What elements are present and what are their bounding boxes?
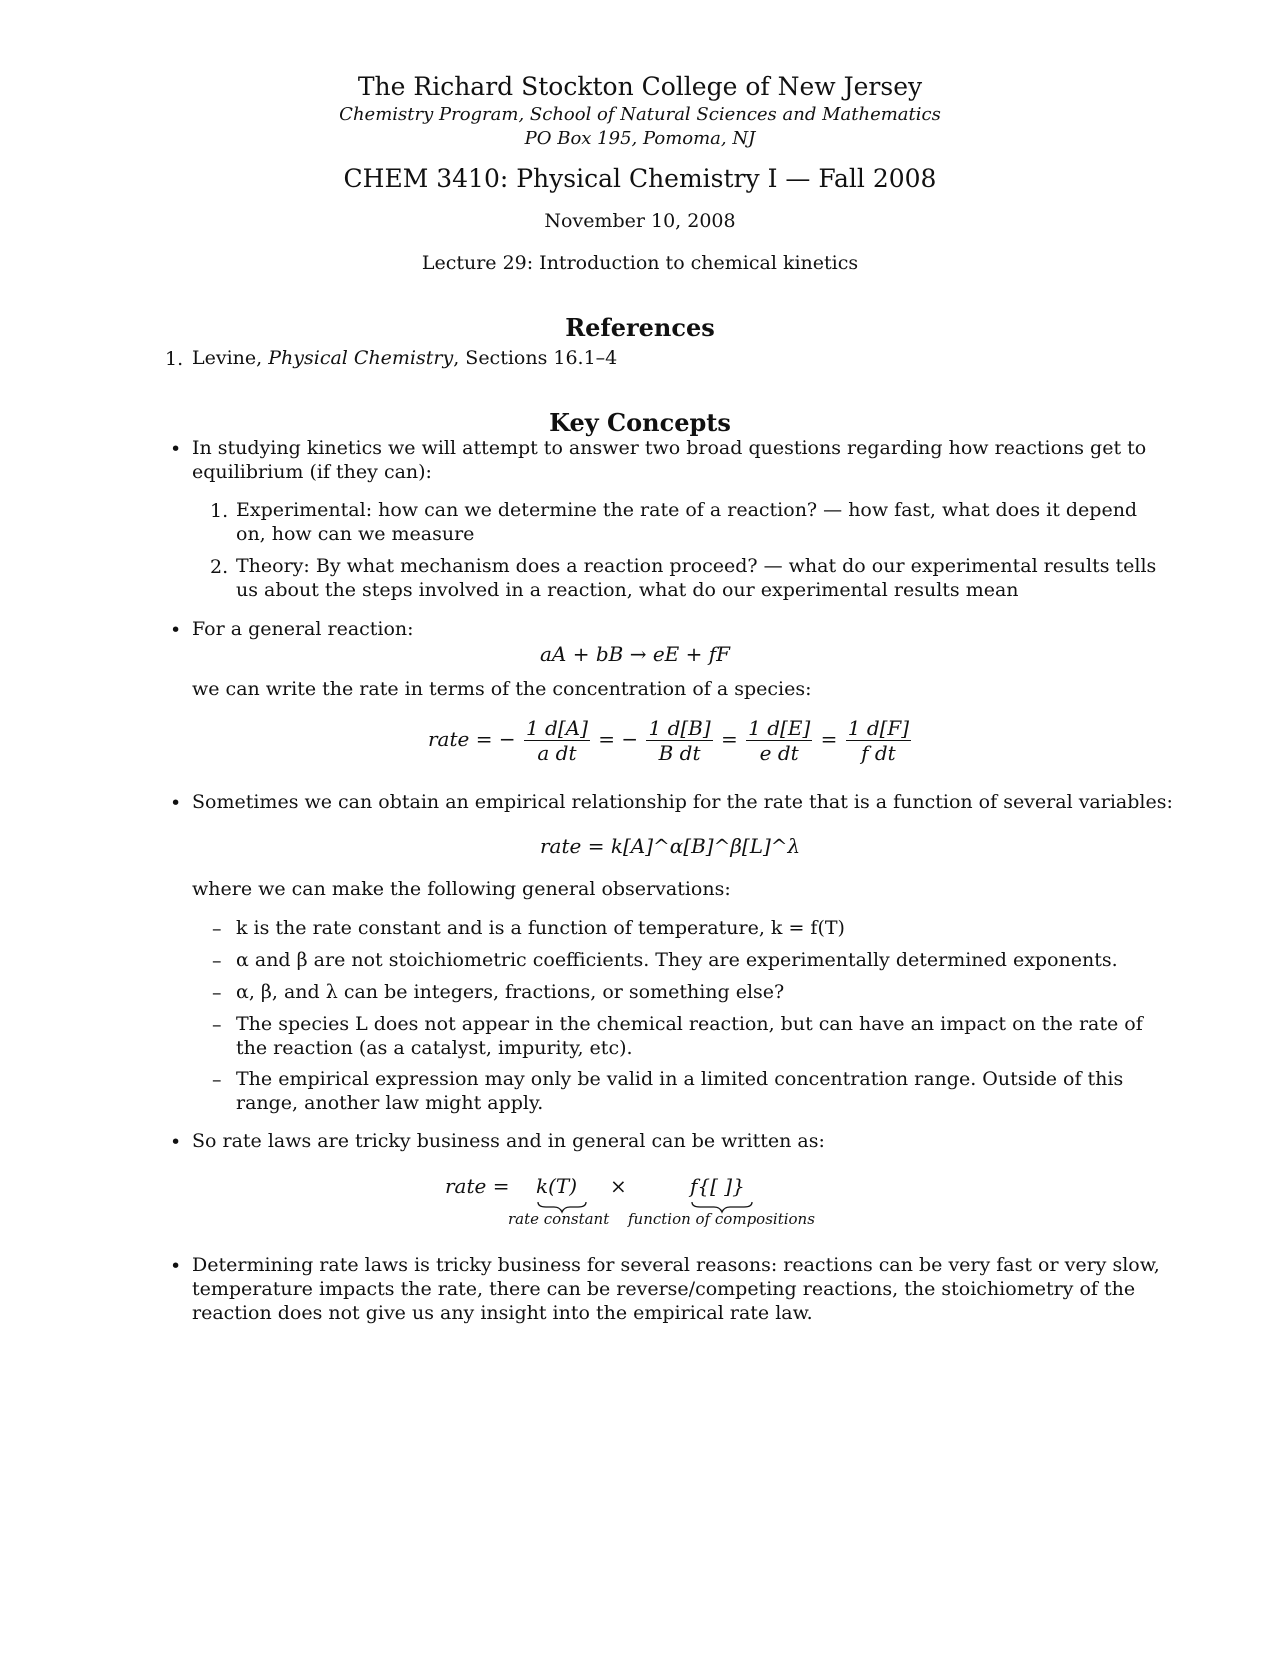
- lecture-date: November 10, 2008: [544, 210, 736, 232]
- empirical-rate-equation: rate = k[A]^α[B]^β[L]^λ: [540, 834, 801, 858]
- fraction-b-numerator: 1 d[B]: [648, 716, 711, 740]
- reference-item: [192, 346, 617, 371]
- fraction-f-denominator: f dt: [861, 741, 896, 765]
- bullet2-text: For a general reaction:: [192, 618, 414, 640]
- dash-marker: –: [212, 982, 222, 1004]
- fraction-e-numerator: 1 d[E]: [748, 716, 811, 740]
- enum-item1-line1: Experimental: how can we determine the rate of a reaction? — how fast, what does it depend: [236, 499, 1138, 521]
- observation-1: k is the rate constant and is a function of temperature, k = f(T): [236, 917, 845, 939]
- program-name: Chemistry Program, School of Natural Sciences and Mathematics: [339, 104, 941, 125]
- bullet-marker: •: [170, 1131, 182, 1153]
- fraction-b: [646, 716, 712, 765]
- rate-eq-lhs: rate = −: [428, 727, 516, 751]
- composition-function-term: f{[ ]}: [690, 1174, 745, 1198]
- bullet4-text: So rate laws are tricky business and in general can be written as:: [192, 1130, 825, 1152]
- lecture-title: Lecture 29: Introduction to chemical kinetics: [421, 252, 859, 274]
- fraction-a-numerator: 1 d[A]: [525, 716, 588, 740]
- institution-name: The Richard Stockton College of New Jersey: [357, 72, 923, 101]
- reference-author: Levine,: [192, 347, 269, 369]
- rate-eq-op3: =: [820, 727, 838, 751]
- fraction-e: [746, 716, 812, 765]
- enum-item2-line2: us about the steps involved in a reaction, what do our experimental results mean: [236, 579, 1019, 601]
- rate-eq-op2: =: [721, 727, 738, 751]
- function-of-compositions-label: function of compositions: [628, 1210, 815, 1228]
- fraction-f-numerator: 1 d[F]: [847, 716, 910, 740]
- references-heading: References: [565, 313, 715, 342]
- dash-marker: –: [212, 1069, 222, 1091]
- rate-constant-label: rate constant: [508, 1210, 610, 1228]
- times-symbol: ×: [610, 1174, 627, 1198]
- bullet-marker: •: [170, 619, 182, 641]
- observation-2: α and β are not stoichiometric coefficients. They are experimentally determined exponents.: [236, 949, 1118, 971]
- fraction-a: [524, 716, 590, 765]
- enum-item2-line1: Theory: By what mechanism does a reaction proceed? — what do our experimental results tells: [236, 555, 1157, 577]
- bullet5-line2: temperature impacts the rate, there can be reverse/competing reactions, the stoichiometry of the: [192, 1278, 1136, 1300]
- observation-3: α, β, and λ can be integers, fractions, or something else?: [236, 981, 785, 1003]
- bullet3-after-text: where we can make the following general observations:: [192, 878, 731, 900]
- bullet-marker: •: [170, 438, 182, 460]
- key-concepts-heading: Key Concepts: [549, 408, 731, 437]
- observation-4-line1: The species L does not appear in the chemical reaction, but can have an impact on the rate of: [236, 1013, 1143, 1035]
- bullet1-line2: equilibrium (if they can):: [192, 461, 432, 483]
- fraction-e-denominator: e dt: [759, 741, 799, 765]
- bullet1-line1: In studying kinetics we will attempt to answer two broad questions regarding how reactions get to: [192, 437, 1147, 459]
- observation-5-line1: The empirical expression may only be valid in a limited concentration range. Outside of this: [236, 1068, 1124, 1090]
- observation-5-line2: range, another law might apply.: [236, 1092, 544, 1114]
- rate-definition-equation: [428, 716, 913, 765]
- bullet3-text: Sometimes we can obtain an empirical relationship for the rate that is a function of several variables:: [192, 791, 1173, 813]
- address: PO Box 195, Pomoma, NJ: [524, 128, 756, 149]
- course-title: CHEM 3410: Physical Chemistry I — Fall 2008: [343, 164, 937, 193]
- general-reaction-equation: aA + bB → eE + fF: [540, 642, 730, 666]
- dash-marker: –: [212, 1014, 222, 1036]
- enum-number-1: 1.: [210, 500, 229, 522]
- bullet5-line1: Determining rate laws is tricky business for several reasons: reactions can be very fast or very slow,: [192, 1254, 1160, 1276]
- general-rate-law-lhs: rate =: [445, 1174, 510, 1198]
- fraction-b-denominator: B dt: [658, 741, 701, 765]
- observation-4-line2: the reaction (as a catalyst, impurity, etc).: [236, 1037, 633, 1059]
- reference-number: 1.: [165, 348, 184, 370]
- bullet-marker: •: [170, 792, 182, 814]
- reference-book-title: Physical Chemistry: [268, 347, 454, 369]
- bullet-marker: •: [170, 1255, 182, 1277]
- reference-sections: , Sections 16.1–4: [453, 347, 618, 369]
- bullet2-after-text: we can write the rate in terms of the concentration of a species:: [192, 678, 812, 700]
- dash-marker: –: [212, 918, 222, 940]
- rate-constant-term: k(T): [536, 1174, 578, 1198]
- enum-number-2: 2.: [210, 556, 229, 578]
- fraction-f: [846, 716, 911, 765]
- fraction-a-denominator: a dt: [537, 741, 577, 765]
- rate-eq-op1: = −: [598, 727, 639, 751]
- bullet5-line3: reaction does not give us any insight into the empirical rate law.: [192, 1302, 813, 1324]
- dash-marker: –: [212, 950, 222, 972]
- enum-item1-line2: on, how can we measure: [236, 523, 475, 545]
